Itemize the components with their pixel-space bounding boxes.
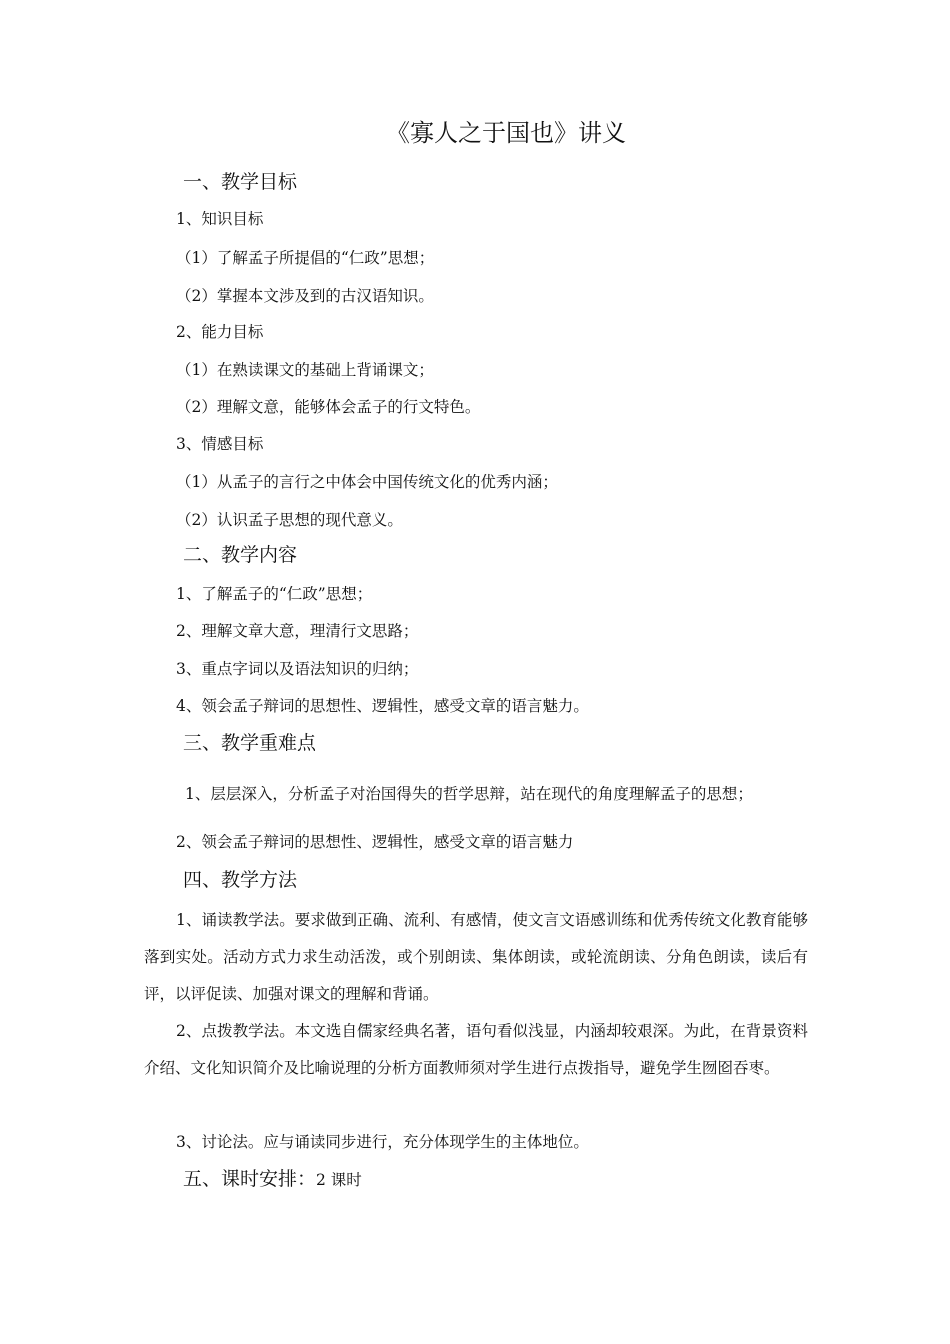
- list-item: （2）认识孟子思想的现代意义。: [176, 511, 403, 529]
- section-heading-schedule: [183, 1170, 362, 1189]
- list-item: （1）在熟读课文的基础上背诵课文；: [176, 361, 434, 379]
- subheading-knowledge: 1、知识目标: [176, 210, 264, 228]
- schedule-label: 五、课时安排：: [183, 1168, 317, 1190]
- list-item: （1）了解孟子所提倡的“仁政”思想；: [176, 249, 435, 267]
- list-item: 2、领会孟子辩词的思想性、逻辑性，感受文章的语言魅力: [176, 833, 574, 851]
- subheading-emotion: 3、情感目标: [176, 435, 264, 453]
- list-item: 2、理解文章大意，理清行文思路；: [176, 622, 419, 640]
- list-item: （2）掌握本文涉及到的古汉语知识。: [176, 287, 434, 305]
- list-item: 1、了解孟子的“仁政”思想；: [176, 585, 373, 603]
- list-item: 4、领会孟子辩词的思想性、逻辑性，感受文章的语言魅力。: [176, 697, 589, 715]
- paragraph-guidance-method: 2、点拨教学法。本文选自儒家经典名著，语句看似浅显，内涵却较艰深。为此，在背景资料介绍、文化知识简介及比喻说理的分析方面教师须对学生进行点拨指导，避免学生囫囵吞枣。: [144, 1022, 808, 1077]
- paragraph-recitation-method: 1、诵读教学法。要求做到正确、流利、有感情，使文言文语感训练和优秀传统文化教育能够落到实处。活动方式力求生动活泼，或个别朗读、集体朗读，或轮流朗读、分角色朗读，读后有评，以评促读、加强对课文的理解和背诵。: [144, 911, 808, 1003]
- list-item: （1）从孟子的言行之中体会中国传统文化的优秀内涵；: [176, 473, 558, 491]
- schedule-value: 2 课时: [316, 1171, 362, 1189]
- section-heading-content: 二、教学内容: [183, 544, 298, 566]
- list-item: 3、重点字词以及语法知识的归纳；: [176, 660, 419, 678]
- section-heading-objectives: 一、教学目标: [183, 171, 298, 193]
- list-item: （2）理解文意，能够体会孟子的行文特色。: [176, 398, 481, 416]
- subheading-ability: 2、能力目标: [176, 323, 264, 341]
- section-heading-key-points: 三、教学重难点: [183, 732, 317, 754]
- document-title: 《寡人之于国也》讲义: [386, 119, 626, 147]
- section-heading-methods: 四、教学方法: [183, 869, 298, 891]
- paragraph-discussion-method: 3、讨论法。应与诵读同步进行，充分体现学生的主体地位。: [176, 1133, 589, 1151]
- list-item: 1、层层深入，分析孟子对治国得失的哲学思辩，站在现代的角度理解孟子的思想；: [185, 785, 753, 803]
